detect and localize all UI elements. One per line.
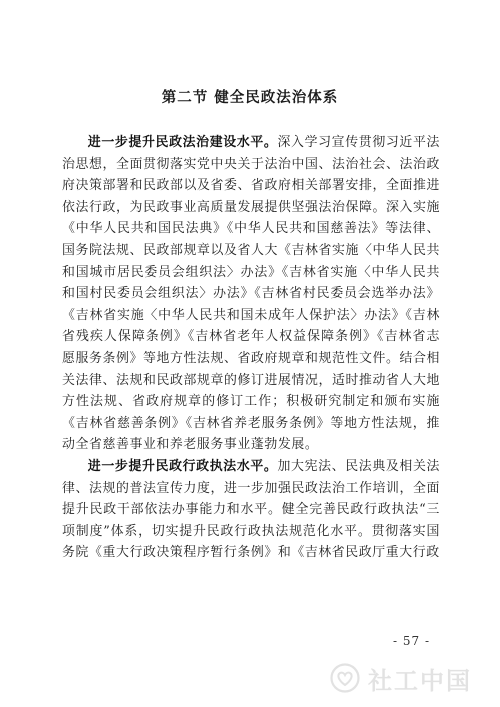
heart-hands-logo-icon: [330, 663, 360, 693]
paragraph-1: [62, 132, 440, 456]
paragraph-1-text: 深入学习宣传贯彻习近平法治思想，全面贯彻落实党中央关于法治中国、法治社会、法治政府决策部署和民政部以及省委、省政府相关部署安排，全面推进依法行政，为民政事业高质量发展提供坚强法治保障。深入实施《中华人民共和国民法典》《中华人民共和国慈善法》等法律、国务院法规、民政部规章以及省人大《吉林省实施〈中华人民共和国城市居民委员会组织法〉办法》《吉林省实施〈中华人民共和国村民委员会组织法〉办法》《吉林省村民委员会选举办法》《吉林省实施〈中华人民共和国未成年人保护法〉办法》《吉林省残疾人保障条例》《吉林省老年人权益保障条例》《吉林省志愿服务条例》等地方性法规、省政府规章和规范性文件。结合相关法律、法规和民政部规章的修订进展情况，适时推动省人大地方性法规、省政府规章的修订工作；积极研究制定和颁布实施《吉林省慈善条例》《吉林省养老服务条例》等地方性法规，推动全省慈善事业和养老服务事业蓬勃发展。: [62, 135, 441, 453]
watermark-text: 社工中国: [368, 666, 472, 695]
watermark: [330, 660, 490, 696]
section-title: 第二节 健全民政法治体系: [161, 90, 339, 106]
paragraph-1-lead: 进一步提升民政法治建设水平。: [87, 135, 278, 150]
paragraph-2-lead: 进一步提升民政行政执法水平。: [87, 458, 278, 474]
body-text: [62, 132, 440, 564]
paragraph-2-text: 加大宪法、民法典及相关法律、法规的普法宣传力度，进一步加强民政法治工作培训，全面提升民政干部依法办事能力和水平。健全完善民政行政执法“三项制度”体系，切实提升民政行政执法规范化水平。贯彻落实国务院《重大行政决策程序暂行条例》和《吉林省民政厅重大行政: [62, 458, 441, 561]
paragraph-2: [62, 456, 440, 564]
page-number: - 57 -: [393, 634, 431, 648]
